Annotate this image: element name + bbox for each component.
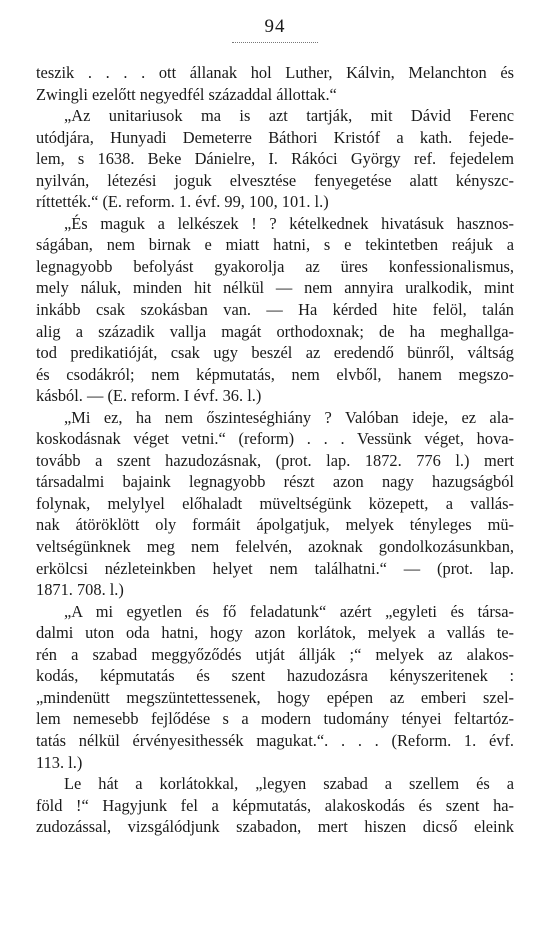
text-line: utódjára, Hunyadi Demeterre Báthori Kristóf a kath. fejede- <box>36 127 514 147</box>
text-line: 1871. 708. l.) <box>36 580 124 600</box>
text-line: nyilván, létezési joguk elvesztése fenyegetése alatt kényszc- <box>36 170 514 190</box>
text-line: „Az unitariusok ma is azt tartják, mit Dávid Ferenc <box>64 106 514 126</box>
text-line: folynak, melylyel előhaladt müveltségünk közepett, a vallás- <box>36 493 514 513</box>
text-line: lem nemesebb fejlődése s a modern tudomány tényei feltartóz- <box>36 709 514 729</box>
text-line: ríttették.“ (E. reform. 1. évf. 99, 100, 101. l.) <box>36 192 329 212</box>
text-line: „A mi egyetlen és fő feladatunk“ azért „egyleti és társa- <box>64 601 514 621</box>
text-line: inkább csak szokásban van. — Ha kérded hite felöl, talán <box>36 300 514 320</box>
text-line: teszik . . . . ott állanak hol Luther, Kálvin, Melanchton és <box>36 63 514 82</box>
body-text <box>36 62 514 838</box>
text-line: zudozással, vizsgálódjunk szabadon, mert hiszen dicső eleink <box>36 817 514 837</box>
text-line: föld !“ Hagyjunk fel a képmutatás, alakoskodás és szent ha- <box>36 795 514 815</box>
text-line: nak átöröklött oly formáit ápolgatjuk, melyek tényleges mü- <box>36 515 514 535</box>
text-line: mely náluk, minden hit nélkül — nem annyira uralkodik, mint <box>36 278 514 298</box>
text-line: kásból. — (E. reform. I évf. 36. l.) <box>36 386 262 406</box>
text-line: „És maguk a lelkészek ! ? kételkednek hivatásuk hasznos- <box>64 213 514 233</box>
text-line: tovább a szent hazudozásnak, (prot. lap. 1872. 776 l.) mert <box>36 450 514 470</box>
text-line: Le hát a korlátokkal, „legyen szabad a szellem és a <box>64 774 514 794</box>
text-line: tod predikatióját, csak ugy beszél az eredendő bünről, váltság <box>36 343 514 363</box>
page-number: 94 <box>264 16 286 37</box>
text-line: Zwingli ezelőtt negyedfél századdal állottak.“ <box>36 84 337 104</box>
text-line: „Mi ez, ha nem őszinteséghiány ? Valóban ideje, ez ala- <box>64 407 514 427</box>
text-line: rén a szabad meggyőződés utját állják ;“ melyek az alakos- <box>36 644 514 664</box>
text-line: tatás nélkül érvényesithessék magukat.“. . . . (Reform. 1. évf. <box>36 730 514 750</box>
text-line: lem, s 1638. Beke Dánielre, I. Rákóci György ref. fejedelem <box>36 149 514 169</box>
text-line: ságában, nem birnak e miatt hatni, s e tekintetben reájuk a <box>36 235 514 255</box>
text-line: koskodásnak véget vetni.“ (reform) . . . Vessünk véget, hova- <box>36 429 514 449</box>
page-number-ornament <box>232 42 318 45</box>
text-line: társadalmi bajaink legnagyobb részt azon nagy hazugságból <box>36 472 514 492</box>
text-line: dalmi uton oda hatni, hogy azon korlátok, melyek a vallás te- <box>36 623 514 643</box>
text-line: „mindenütt megszüntettessenek, hogy epépen az emberi szel- <box>36 687 514 707</box>
text-line: kodás, képmutatás és szent hazudozásra kényszeritenek : <box>36 666 514 686</box>
text-line: erkölcsi nézleteinkben helyet nem találhatni.“ — (prot. lap. <box>36 558 514 578</box>
text-line: és csodákról; nem képmutatás, nem elvből, hanem megszo- <box>36 364 514 384</box>
text-line: alig a századik vallja magát orthodoxnak; de ha meghallga- <box>36 321 514 341</box>
text-line: 113. l.) <box>36 752 83 772</box>
text-line: veltségünknek meg nem felelvén, azoknak gondolkozásunkban, <box>36 537 514 557</box>
text-line: legnagyobb befolyást gyakorolja az üres konfessionalismus, <box>36 256 514 276</box>
